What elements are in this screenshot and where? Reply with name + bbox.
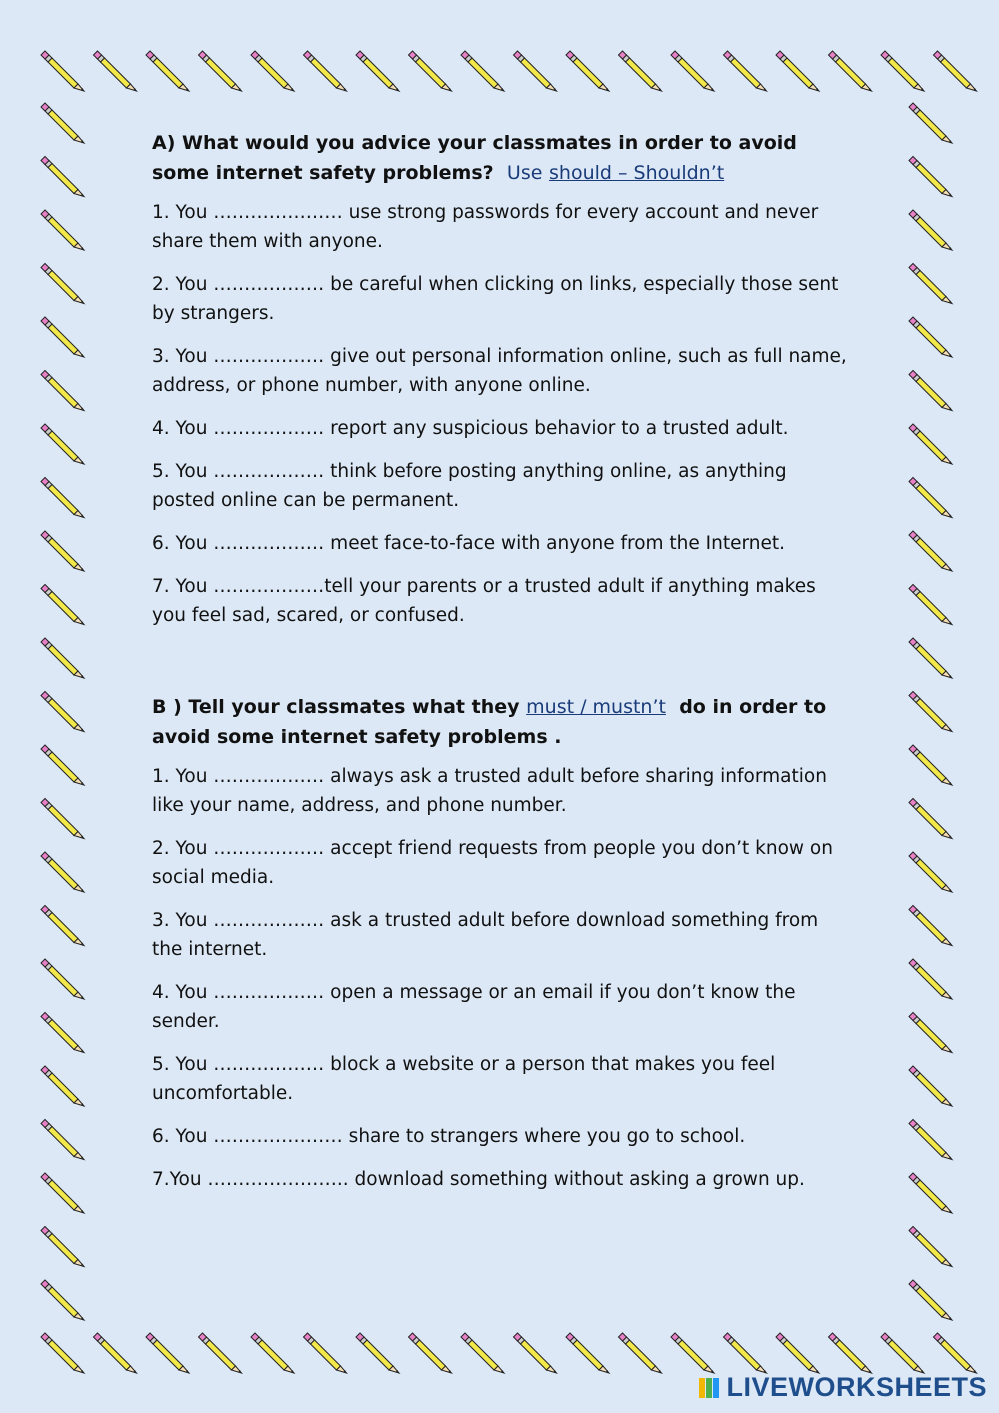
pencil-icon bbox=[909, 799, 952, 839]
pencil-icon bbox=[41, 478, 84, 518]
pencil-icon bbox=[461, 1333, 504, 1373]
pencil-icon bbox=[41, 371, 84, 411]
pencil-icon bbox=[41, 1333, 84, 1373]
pencil-icon bbox=[304, 51, 347, 91]
pencil-icon bbox=[619, 51, 662, 91]
section-b-title bbox=[152, 692, 852, 752]
section-a-title bbox=[152, 128, 852, 188]
pencil-icon bbox=[909, 959, 952, 999]
section-b-item-7: 7.You ………………….. download something without asking a grown up. bbox=[152, 1169, 805, 1190]
pencil-icon bbox=[41, 103, 84, 143]
pencil-icon bbox=[909, 264, 952, 304]
pencil-icon bbox=[671, 1333, 714, 1373]
pencil-icon bbox=[514, 51, 557, 91]
pencil-icon bbox=[724, 1333, 767, 1373]
pencil-icon bbox=[146, 1333, 189, 1373]
liveworksheets-footer[interactable] bbox=[698, 1372, 987, 1403]
pencil-icon bbox=[909, 1227, 952, 1267]
section-a-item-1: 1. You ………………… use strong passwords for every account and never share them with anyone. bbox=[152, 202, 819, 252]
pencil-icon bbox=[776, 51, 819, 91]
pencil-icon bbox=[776, 1333, 819, 1373]
section-b-item-1: 1. You ……………… always ask a trusted adult before sharing information like your name, address, and phone number. bbox=[152, 766, 827, 816]
pencil-icon bbox=[909, 531, 952, 571]
pencil-icon bbox=[909, 424, 952, 464]
pencil-icon bbox=[41, 852, 84, 892]
pencil-icon bbox=[41, 317, 84, 357]
pencil-icon bbox=[356, 1333, 399, 1373]
pencil-icon bbox=[146, 51, 189, 91]
section-a-title-text: A) What would you advice your classmates in order to avoid some internet safety problems? bbox=[152, 132, 797, 184]
pencil-icon bbox=[909, 852, 952, 892]
pencil-icon bbox=[909, 585, 952, 625]
pencil-icon bbox=[41, 585, 84, 625]
pencil-icon bbox=[909, 1280, 952, 1320]
pencil-icon bbox=[41, 1280, 84, 1320]
pencil-icon bbox=[934, 51, 977, 91]
pencil-icon bbox=[41, 264, 84, 304]
pencil-icon bbox=[41, 1066, 84, 1106]
pencil-icon bbox=[461, 51, 504, 91]
pencil-icon bbox=[94, 1333, 137, 1373]
pencil-icon bbox=[909, 1013, 952, 1053]
section-a-item-7: 7. You ………………tell your parents or a trusted adult if anything makes you feel sad, scared, or confused. bbox=[152, 576, 816, 626]
pencil-icon bbox=[304, 1333, 347, 1373]
pencil-icon bbox=[909, 478, 952, 518]
pencil-icon bbox=[41, 1120, 84, 1160]
pencil-icon bbox=[251, 51, 294, 91]
pencil-icon bbox=[724, 51, 767, 91]
pencil-icon bbox=[41, 692, 84, 732]
pencil-icon bbox=[881, 1333, 924, 1373]
section-a-item-2: 2. You ……………… be careful when clicking on links, especially those sent by strangers. bbox=[152, 274, 839, 324]
pencil-icon bbox=[909, 1120, 952, 1160]
pencil-icon bbox=[909, 157, 952, 197]
pencil-icon bbox=[619, 1333, 662, 1373]
worksheet-content bbox=[152, 128, 852, 1208]
pencil-icon bbox=[909, 103, 952, 143]
pencil-icon bbox=[909, 1066, 952, 1106]
section-b-modal-hint: must / mustn’t bbox=[526, 696, 666, 718]
liveworksheets-logo-icon bbox=[698, 1376, 722, 1400]
liveworksheets-brand: LIVEWORKSHEETS bbox=[726, 1372, 987, 1402]
pencil-icon bbox=[909, 692, 952, 732]
section-b-item-2: 2. You ……………… accept friend requests from people you don’t know on social media. bbox=[152, 838, 833, 888]
pencil-icon bbox=[909, 906, 952, 946]
pencil-icon bbox=[41, 906, 84, 946]
section-b-item-6: 6. You ………………… share to strangers where you go to school. bbox=[152, 1126, 746, 1147]
section-b bbox=[152, 692, 852, 1194]
section-a-modal-hint: should – Shouldn’t bbox=[549, 162, 725, 184]
pencil-icon bbox=[934, 1333, 977, 1373]
pencil-icon bbox=[41, 424, 84, 464]
pencil-icon bbox=[41, 51, 84, 91]
pencil-icon bbox=[199, 1333, 242, 1373]
section-b-title-suffix: do in order to avoid some internet safety problems . bbox=[152, 696, 827, 748]
pencil-icon bbox=[671, 51, 714, 91]
pencil-icon bbox=[409, 51, 452, 91]
pencil-icon bbox=[41, 1013, 84, 1053]
pencil-icon bbox=[41, 531, 84, 571]
section-a-item-5: 5. You ……………… think before posting anything online, as anything posted online can be permanent. bbox=[152, 461, 787, 511]
pencil-icon bbox=[356, 51, 399, 91]
pencil-icon bbox=[909, 638, 952, 678]
pencil-icon bbox=[41, 1227, 84, 1267]
pencil-icon bbox=[829, 1333, 872, 1373]
section-a-item-4: 4. You ……………… report any suspicious behavior to a trusted adult. bbox=[152, 418, 789, 439]
section-a bbox=[152, 128, 852, 630]
pencil-icon bbox=[881, 51, 924, 91]
pencil-icon bbox=[41, 959, 84, 999]
section-a-item-3: 3. You ……………… give out personal information online, such as full name, address, or phone number, with anyone online. bbox=[152, 346, 847, 396]
pencil-icon bbox=[514, 1333, 557, 1373]
section-a-use-label: Use bbox=[506, 162, 543, 184]
pencil-icon bbox=[199, 51, 242, 91]
pencil-icon bbox=[909, 210, 952, 250]
section-gap bbox=[152, 644, 852, 692]
pencil-icon bbox=[41, 1173, 84, 1213]
section-b-title-prefix: B ) Tell your classmates what they bbox=[152, 696, 520, 718]
pencil-icon bbox=[909, 745, 952, 785]
pencil-icon bbox=[41, 799, 84, 839]
pencil-icon bbox=[41, 157, 84, 197]
pencil-icon bbox=[566, 1333, 609, 1373]
pencil-icon bbox=[41, 210, 84, 250]
pencil-icon bbox=[41, 745, 84, 785]
pencil-icon bbox=[909, 371, 952, 411]
pencil-icon bbox=[909, 317, 952, 357]
section-a-item-6: 6. You ……………… meet face-to-face with anyone from the Internet. bbox=[152, 533, 786, 554]
section-b-item-3: 3. You ……………… ask a trusted adult before download something from the internet. bbox=[152, 910, 819, 960]
pencil-icon bbox=[409, 1333, 452, 1373]
pencil-icon bbox=[829, 51, 872, 91]
section-b-item-4: 4. You ……………… open a message or an email if you don’t know the sender. bbox=[152, 982, 796, 1032]
pencil-icon bbox=[566, 51, 609, 91]
pencil-icon bbox=[909, 1173, 952, 1213]
pencil-icon bbox=[41, 638, 84, 678]
pencil-icon bbox=[251, 1333, 294, 1373]
pencil-icon bbox=[94, 51, 137, 91]
section-b-item-5: 5. You ……………… block a website or a person that makes you feel uncomfortable. bbox=[152, 1054, 776, 1104]
